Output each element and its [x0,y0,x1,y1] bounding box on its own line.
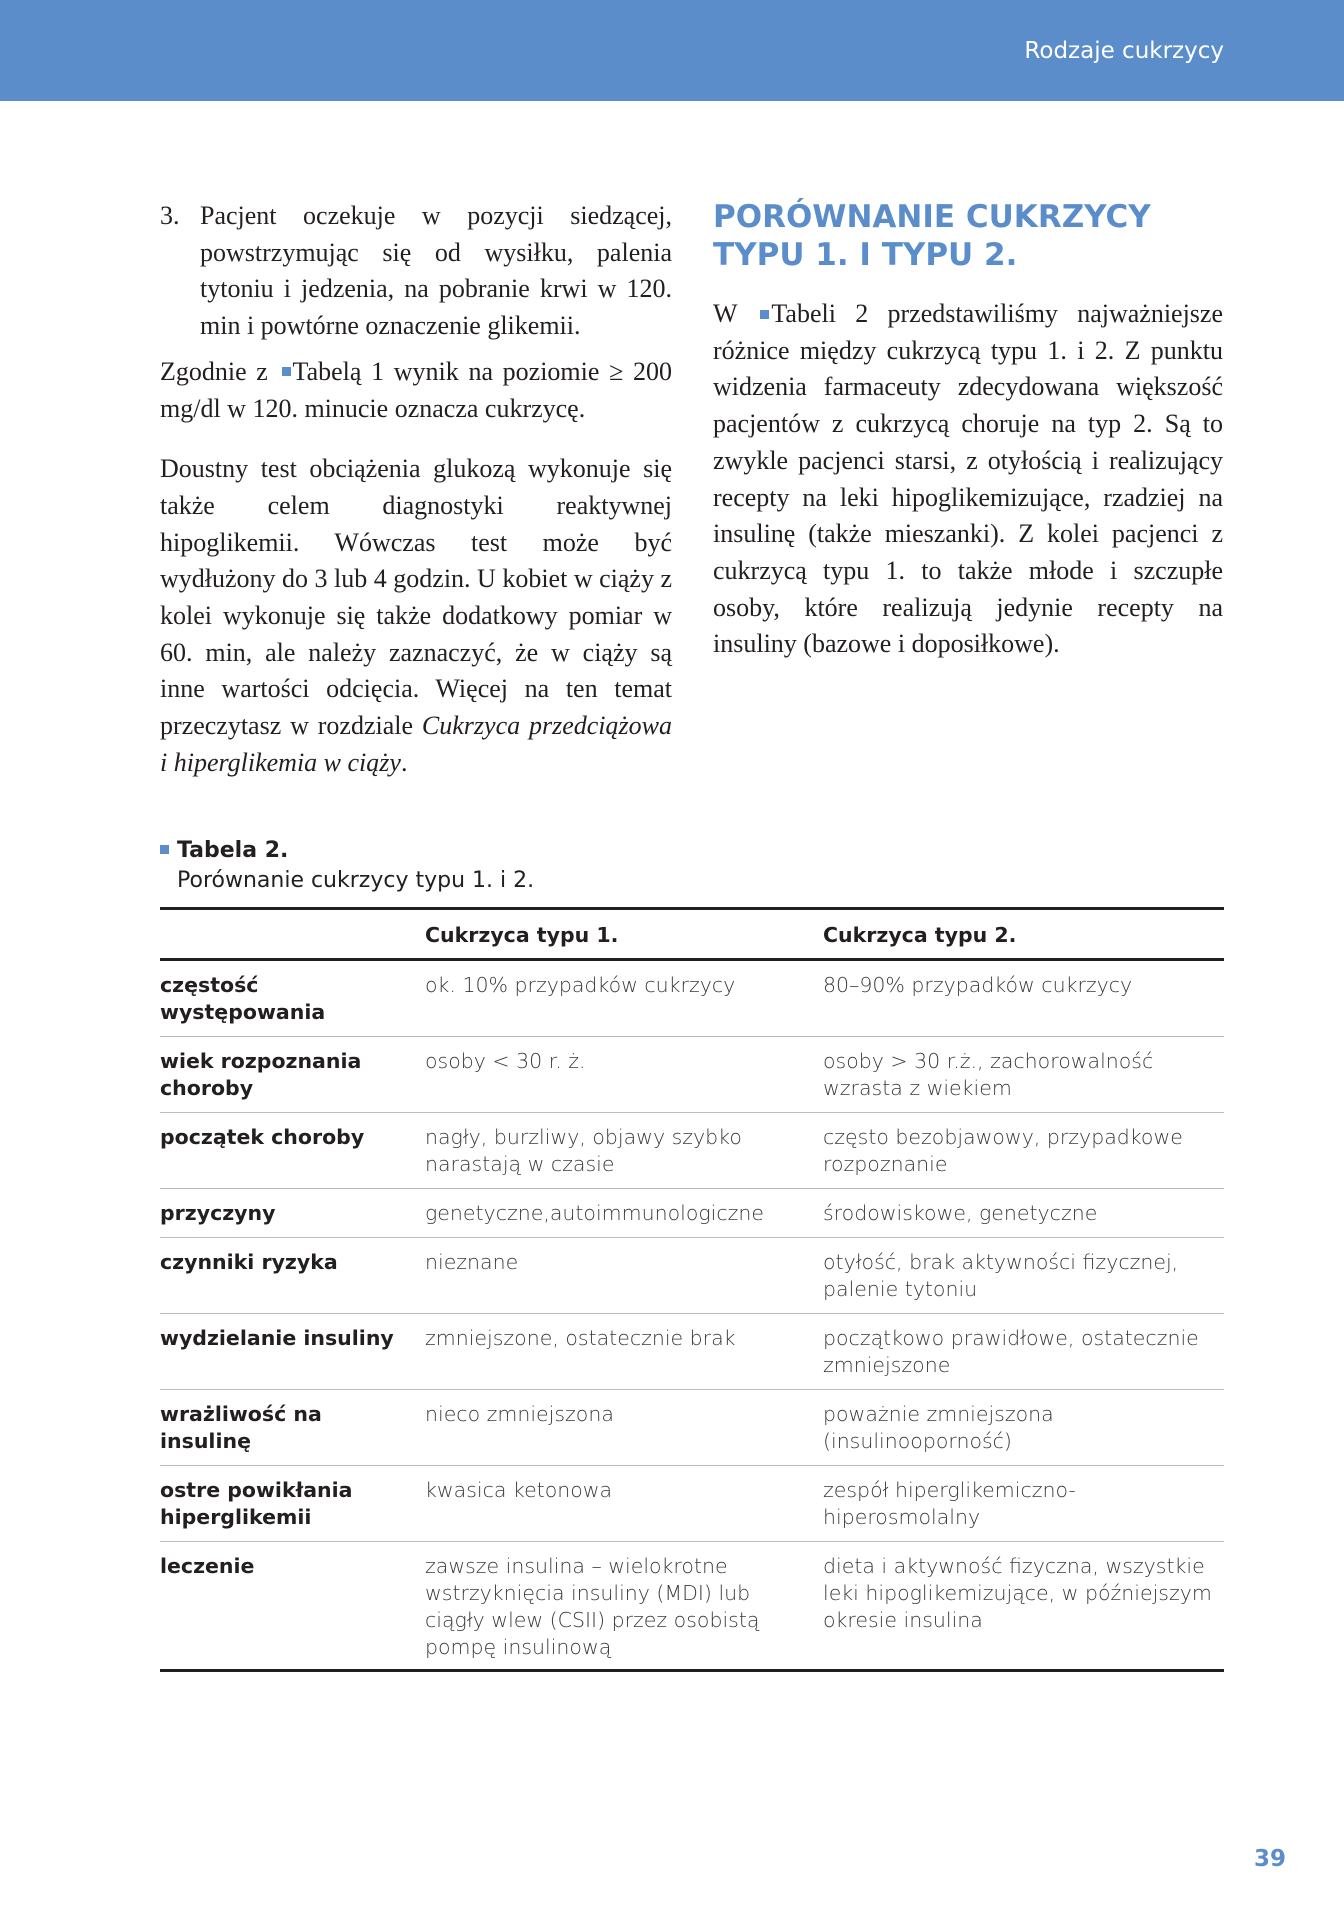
table-header-empty [160,909,425,960]
header-band [0,0,1344,101]
cell-type2: otyłość, brak aktywności fizycznej, palenie tytoniu [823,1238,1224,1314]
cell-type1: nagły, burzliwy, objawy szybko narastają w czasie [425,1113,823,1189]
caption-square-icon [160,845,169,854]
cell-type1: zawsze insulina – wielokrotne wstrzyknięcia insuliny (MDI) lub ciągły wlew (CSII) przez osobistą pompę insulinową [425,1542,823,1671]
table-row [160,1542,1224,1671]
right-column [713,198,1223,663]
cell-type2: 80–90% przypadków cukrzycy [823,960,1224,1037]
table-row [160,1314,1224,1390]
running-header-title: Rodzaje cukrzycy [1024,38,1224,64]
row-label: wrażliwość na insulinę [160,1390,425,1466]
row-label: czynniki ryzyka [160,1238,425,1314]
list-item-text: Pacjent oczekuje w pozycji siedzącej, powstrzymując się od wysiłku, palenia tytoniu i jedzenia, na pobranie krwi w 120. min i powtórne oznaczenie glikemii. [200,201,672,341]
table-reference-link[interactable]: Tabelą 1 [292,356,385,386]
paragraph-text: W [713,299,738,328]
table-ref-square-icon [760,310,769,319]
paragraph-end: . [400,747,408,777]
numbered-list-item [160,198,672,345]
table-ref-square-icon [282,367,291,376]
row-label: częstość występowania [160,960,425,1037]
list-item-number: 3. [160,201,180,230]
cell-type2: poważnie zmniejszona (insulinooporność) [823,1390,1224,1466]
table-caption [160,836,534,896]
cell-type2: często bezobjawowy, przypadkowe rozpoznanie [823,1113,1224,1189]
chapter-reference: Cukrzyca przedciążowa i hiperglikemia w ciąży [160,711,672,777]
paragraph-text: wynik na poziomie ≥ 200 mg/dl w 120. minucie oznacza cukrzycę. [160,356,673,423]
table-row [160,1390,1224,1466]
table-row [160,1466,1224,1542]
row-label: ostre powikłania hiperglikemii [160,1466,425,1542]
table-row [160,1037,1224,1113]
cell-type1: osoby < 30 r. ż. [425,1037,823,1113]
cell-type2: środowiskowe, genetyczne [823,1189,1224,1238]
paragraph-comparison [713,296,1223,663]
table-row [160,1189,1224,1238]
row-label: początek choroby [160,1113,425,1189]
paragraph-text: Zgodnie z [160,356,268,386]
cell-type1: nieco zmniejszona [425,1390,823,1466]
cell-type1: genetyczne,autoimmunologiczne [425,1189,823,1238]
cell-type2: początkowo prawidłowe, ostatecznie zmniejszone [823,1314,1224,1390]
page-number: 39 [1253,1846,1286,1872]
table-header-type1: Cukrzyca typu 1. [425,909,823,960]
cell-type2: zespół hiperglikemiczno-hiperosmolalny [823,1466,1224,1542]
table-header-row [160,909,1224,960]
table-reference-link[interactable]: Tabeli 2 [771,299,869,328]
cell-type1: ok. 10% przypadków cukrzycy [425,960,823,1037]
table-caption-subtitle: Porównanie cukrzycy typu 1. i 2. [177,868,535,893]
cell-type1: zmniejszone, ostatecznie brak [425,1314,823,1390]
table-header-type2: Cukrzyca typu 2. [823,909,1224,960]
paragraph-table1-result [160,354,672,427]
cell-type2: osoby > 30 r.ż., zachorowalność wzrasta z wiekiem [823,1037,1224,1113]
row-label: wiek rozpoznania choroby [160,1037,425,1113]
table-row [160,1113,1224,1189]
row-label: przyczyny [160,1189,425,1238]
row-label: wydzielanie insuliny [160,1314,425,1390]
paragraph-text: Doustny test obciążenia glukozą wykonuje się także celem diagnostyki reaktywnej hipoglikemii. Wówczas test może być wydłużony do 3 lub 4 godzin. U kobiet w ciąży z kolei wykonuje się także dodatkowy pomiar w 60. min, ale należy zaznaczyć, że w ciąży są inne wartości odcięcia. Więcej na ten temat przeczytasz w rozdziale [160,454,672,741]
section-heading: PORÓWNANIE CUKRZYCY TYPU 1. I TYPU 2. [713,199,1151,273]
row-label: leczenie [160,1542,425,1671]
cell-type1: nieznane [425,1238,823,1314]
table-row [160,1238,1224,1314]
comparison-table [160,907,1224,1672]
paragraph-ogtt [160,451,672,781]
table-caption-title: Tabela 2. [177,838,289,863]
cell-type2: dieta i aktywność fizyczna, wszystkie leki hipoglikemizujące, w późniejszym okresie insulina [823,1542,1224,1671]
cell-type1: kwasica ketonowa [425,1466,823,1542]
table-row [160,960,1224,1037]
left-column [160,198,672,782]
paragraph-text: przedstawiliśmy najważniejsze różnice między cukrzycą typu 1. i 2. Z punktu widzenia farmaceuty zdecydowana większość pacjentów z cukrzycą choruje na typ 2. Są to zwykle pacjenci starsi, z otyłością i realizujący recepty na leki hipoglikemizujące, rzadziej na insulinę (także mieszanki). Z kolei pacjenci z cukrzycą typu 1. to także młode i szczupłe osoby, które realizują jedynie recepty na insuliny (bazowe i doposiłkowe). [713,299,1224,659]
